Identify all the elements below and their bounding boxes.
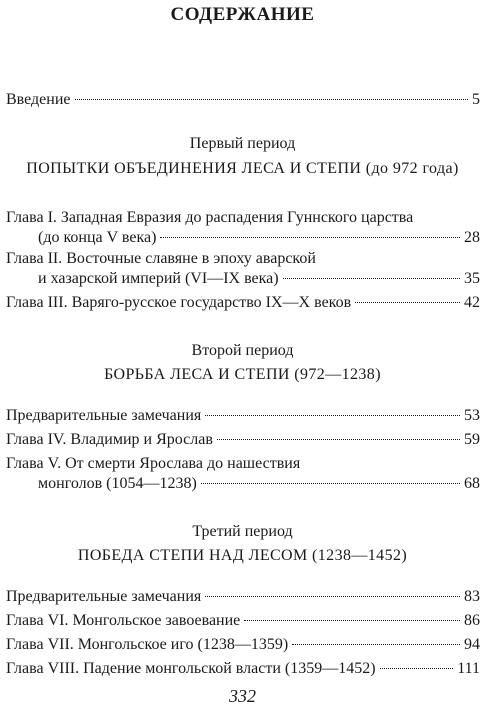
leader-dots <box>201 483 460 484</box>
toc-entry-chapter-4[interactable] <box>6 430 480 450</box>
toc-entry-preliminary-3[interactable] <box>6 587 480 607</box>
leader-dots <box>292 644 460 645</box>
toc-page-number: 35 <box>464 270 480 287</box>
toc-page-number: 42 <box>464 294 480 311</box>
toc-entry-chapter-2[interactable] <box>6 249 480 289</box>
toc-entry-chapter-8[interactable] <box>6 659 480 679</box>
period-heading: ПОПЫТКИ ОБЪЕДИНЕНИЯ ЛЕСА И СТЕПИ (до 972 года) <box>26 160 459 177</box>
toc-entry-preliminary-2[interactable] <box>6 406 480 426</box>
leader-dots <box>244 620 460 621</box>
toc-entry-chapter-7[interactable] <box>6 635 480 655</box>
toc-entry-text: Глава IV. Владимир и Ярослав <box>6 431 213 448</box>
leader-dots <box>205 415 460 416</box>
toc-page-number: 59 <box>464 431 480 448</box>
toc-entry-text: Введение <box>6 91 71 108</box>
toc-entry-text-cont: монголов (1054—1238) <box>38 475 197 492</box>
toc-entry-text: Глава VII. Монгольское иго (1238—1359) <box>6 636 289 653</box>
page-number-footer: 332 <box>229 686 256 706</box>
period-heading: ПОБЕДА СТЕПИ НАД ЛЕСОМ (1238—1452) <box>77 547 408 564</box>
leader-dots <box>380 668 454 669</box>
page-title: СОДЕРЖАНИЕ <box>170 4 315 25</box>
toc-entry-text-cont: (до конца V века) <box>38 229 157 246</box>
leader-dots <box>355 302 460 303</box>
toc-entry-text: Глава VI. Монгольское завоевание <box>6 612 241 629</box>
toc-entry-chapter-6[interactable] <box>6 611 480 631</box>
leader-dots <box>205 596 460 597</box>
toc-entry-text: Предварительные замечания <box>6 588 202 605</box>
toc-page-number: 53 <box>464 407 480 424</box>
leader-dots <box>75 99 469 100</box>
toc-page-number: 28 <box>464 229 480 246</box>
toc-entry-text-cont: и хазарской империй (VI—IX века) <box>38 270 279 287</box>
toc-entry-chapter-5[interactable] <box>6 454 480 494</box>
toc-page-number: 68 <box>464 475 480 492</box>
leader-dots <box>283 278 460 279</box>
toc-entry-text: Глава I. Западная Евразия до распадения Гуннского царства <box>6 209 414 226</box>
period-label: Второй период <box>191 342 294 359</box>
toc-entry-chapter-3[interactable] <box>6 293 480 313</box>
toc-page-number: 83 <box>464 588 480 605</box>
toc-entry-text: Предварительные замечания <box>6 407 202 424</box>
toc-entry-text: Глава II. Восточные славяне в эпоху аварской <box>6 250 316 267</box>
toc-page-number: 111 <box>457 660 480 677</box>
period-label: Третий период <box>192 523 293 540</box>
toc-page-number: 94 <box>464 636 480 653</box>
leader-dots <box>160 237 460 238</box>
toc-page-number: 86 <box>464 612 480 629</box>
period-heading: БОРЬБА ЛЕСА И СТЕПИ (972—1238) <box>104 366 381 383</box>
period-label: Первый период <box>189 135 296 152</box>
toc-entry-text: Глава V. От смерти Ярослава до нашествия <box>6 455 301 472</box>
toc-entry-chapter-1[interactable] <box>6 208 480 248</box>
toc-entry-text: Глава VIII. Падение монгольской власти (1359—1452) <box>6 660 376 677</box>
leader-dots <box>217 439 460 440</box>
toc-entry-intro[interactable] <box>6 90 480 110</box>
toc-page-number: 5 <box>472 91 480 108</box>
toc-entry-text: Глава III. Варяго-русское государство IX—X веков <box>6 294 352 311</box>
